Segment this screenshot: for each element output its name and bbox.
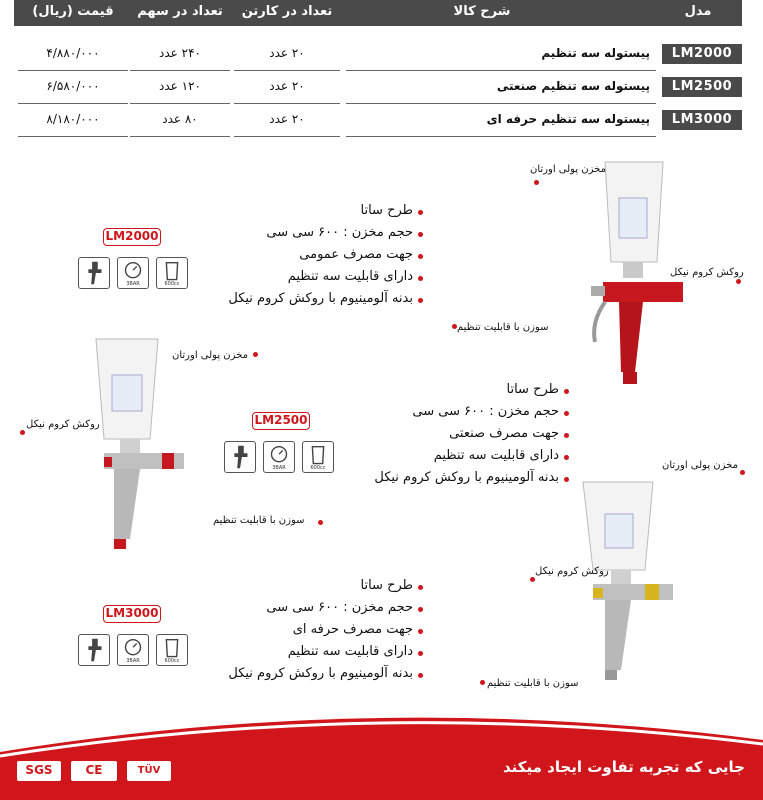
callout-dot <box>534 180 539 185</box>
feature-item: جهت مصرف حرفه ای <box>228 619 423 641</box>
callout-dot <box>253 352 258 357</box>
spray-gun-lm2500-image <box>90 335 190 555</box>
callout-dot <box>530 577 535 582</box>
feature-item: جهت مصرف عمومی <box>228 244 423 266</box>
row-per-carton: ۲۰ عدد <box>234 46 340 68</box>
feature-item: طرح ساتا <box>228 575 423 597</box>
volume-label: 600cc <box>164 658 180 664</box>
feature-item: دارای قابلیت سه تنظیم <box>228 266 423 288</box>
table-row <box>14 42 742 70</box>
model-badge: LM3000 <box>662 110 742 130</box>
header-description: شرح کالا <box>453 4 511 19</box>
header-per-carton: تعداد در کارتن <box>241 4 333 19</box>
callout-nozzle: سوزن با قابلیت تنظیم <box>487 678 579 689</box>
feature-item: حجم مخزن : ۶۰۰ سی سی <box>228 597 423 619</box>
feature-item: دارای قابلیت سه تنظیم <box>374 445 569 467</box>
feature-item: بدنه آلومینیوم با روکش کروم نیکل <box>228 663 423 685</box>
callout-dot <box>318 520 323 525</box>
pressure-gauge-icon <box>263 441 295 473</box>
feature-item: حجم مخزن : ۶۰۰ سی سی <box>374 401 569 423</box>
callout-tank: مخزن پولی اورتان <box>530 164 606 175</box>
row-price: ۶/۵۸۰/۰۰۰ <box>18 79 128 101</box>
model-tag-lm2500: LM2500 <box>252 412 310 430</box>
feature-item: بدنه آلومینیوم با روکش کروم نیکل <box>228 288 423 310</box>
row-description: پیستوله سه تنظیم <box>346 46 656 68</box>
feature-item: بدنه آلومینیوم با روکش کروم نیکل <box>374 467 569 489</box>
features-list-lm2000 <box>228 200 423 310</box>
row-per-carton: ۲۰ عدد <box>234 112 340 134</box>
feature-item: حجم مخزن : ۶۰۰ سی سی <box>228 222 423 244</box>
callout-dot <box>452 324 457 329</box>
callout-dot <box>740 470 745 475</box>
pressure-gauge-icon <box>117 634 149 666</box>
spray-gun-icon <box>224 441 256 473</box>
row-per-share: ۸۰ عدد <box>130 112 230 134</box>
row-per-carton: ۲۰ عدد <box>234 79 340 101</box>
spray-gun-icon <box>78 634 110 666</box>
callout-tank: مخزن پولی اورتان <box>172 350 248 361</box>
volume-cup-icon <box>302 441 334 473</box>
callout-coating: روکش کروم نیکل <box>670 267 744 278</box>
callout-dot <box>20 430 25 435</box>
feature-item: جهت مصرف صنعتی <box>374 423 569 445</box>
feature-item: دارای قابلیت سه تنظیم <box>228 641 423 663</box>
volume-label: 600cc <box>164 281 180 287</box>
feature-item: طرح ساتا <box>374 379 569 401</box>
sgs-logo: SGS <box>16 760 62 782</box>
table-row <box>14 75 742 103</box>
ce-logo: CE <box>70 760 118 782</box>
row-per-share: ۲۴۰ عدد <box>130 46 230 68</box>
table-row <box>14 108 742 136</box>
feature-item: طرح ساتا <box>228 200 423 222</box>
callout-nozzle: سوزن با قابلیت تنظیم <box>457 322 549 333</box>
model-tag-lm3000: LM3000 <box>103 605 161 623</box>
spray-gun-lm3000-image <box>575 478 685 693</box>
features-list-lm2500 <box>374 379 569 489</box>
model-tag-lm2000: LM2000 <box>103 228 161 246</box>
row-per-share: ۱۲۰ عدد <box>130 79 230 101</box>
volume-label: 600cc <box>310 465 326 471</box>
features-list-lm3000 <box>228 575 423 685</box>
callout-tank: مخزن پولی اورتان <box>662 460 738 471</box>
pressure-gauge-icon <box>117 257 149 289</box>
spec-icons-lm2500 <box>224 441 334 475</box>
callout-coating: روکش کروم نیکل <box>26 419 100 430</box>
volume-cup-icon <box>156 634 188 666</box>
model-badge: LM2000 <box>662 44 742 64</box>
spray-gun-lm2000-image <box>575 158 685 388</box>
footer-banner <box>0 700 763 800</box>
table-header <box>14 0 742 26</box>
volume-cup-icon <box>156 257 188 289</box>
header-model: مدل <box>684 4 712 19</box>
header-price: قیمت (ریال) <box>32 4 114 19</box>
spray-gun-icon <box>78 257 110 289</box>
callout-coating: روکش کروم نیکل <box>535 566 609 577</box>
spec-icons-lm2000 <box>78 257 188 291</box>
callout-dot <box>480 680 485 685</box>
tuv-logo: TÜV <box>126 760 172 782</box>
callout-nozzle: سوزن با قابلیت تنظیم <box>213 515 305 526</box>
row-description: پیستوله سه تنظیم صنعتی <box>346 79 656 101</box>
spec-icons-lm3000 <box>78 634 188 668</box>
pressure-label: 3BAR <box>126 658 140 664</box>
pressure-label: 3BAR <box>272 465 286 471</box>
row-price: ۴/۸۸۰/۰۰۰ <box>18 46 128 68</box>
pressure-label: 3BAR <box>126 281 140 287</box>
callout-dot <box>736 279 741 284</box>
row-price: ۸/۱۸۰/۰۰۰ <box>18 112 128 134</box>
model-badge: LM2500 <box>662 77 742 97</box>
row-description: پیستوله سه تنظیم حرفه ای <box>346 112 656 134</box>
footer-slogan: جایی که تجربه تفاوت ایجاد میکند <box>503 758 745 776</box>
header-per-share: تعداد در سهم <box>137 4 223 19</box>
